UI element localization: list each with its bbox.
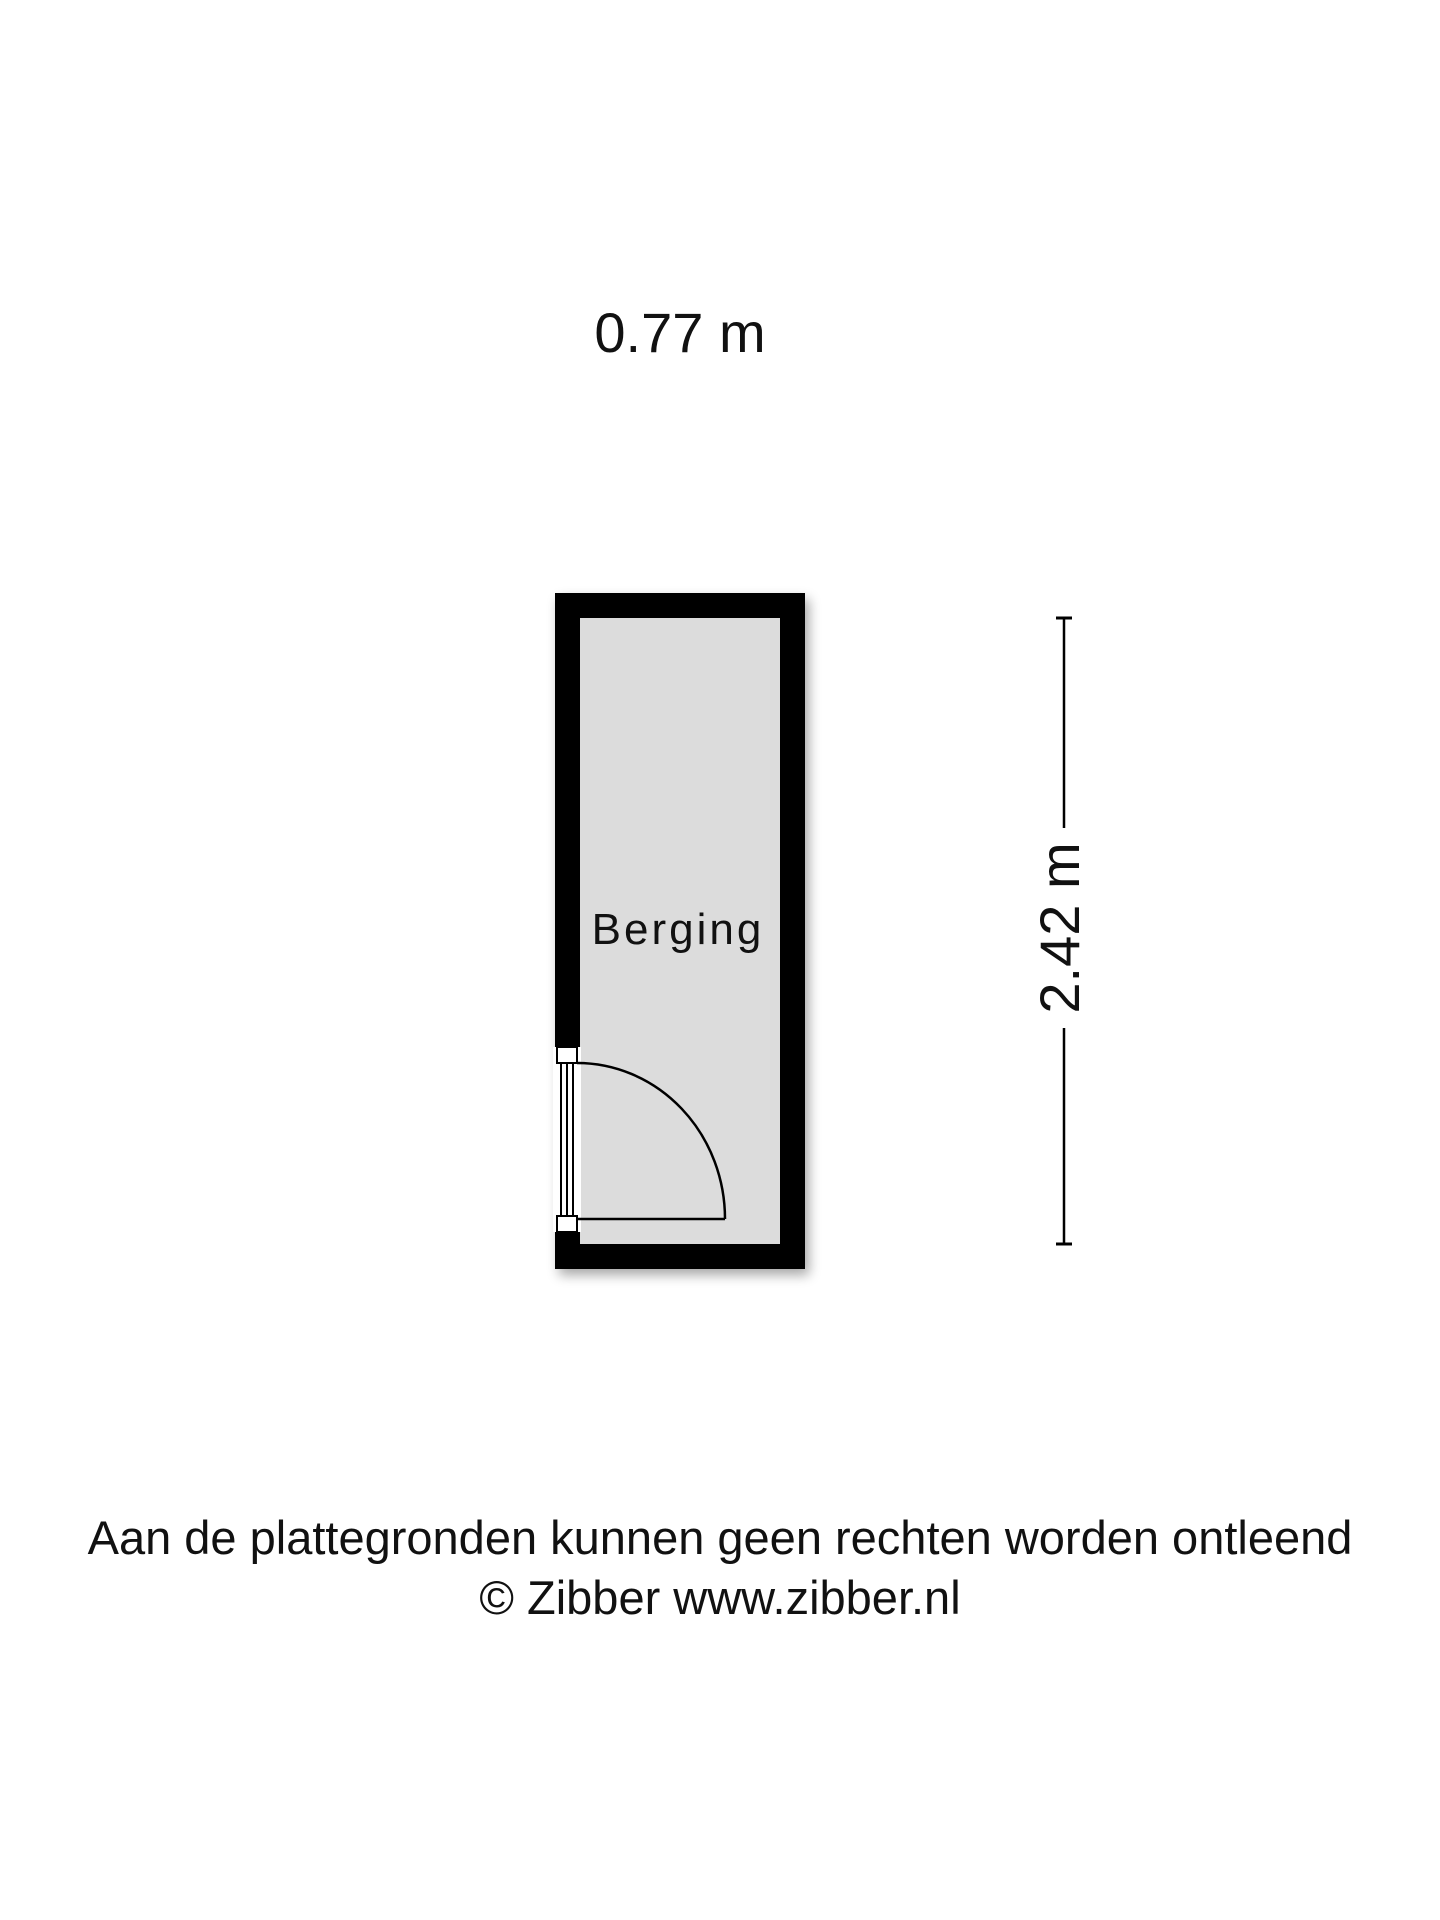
- disclaimer-text: Aan de plattegronden kunnen geen rechten worden ontleend: [87, 1511, 1353, 1564]
- width-dimension-label: 0.77 m: [594, 301, 766, 364]
- door-frame-bottom: [557, 1216, 577, 1232]
- height-dimension-label: 2.42 m: [1028, 828, 1092, 1028]
- room-label: Berging: [591, 905, 765, 954]
- door-frame-top: [557, 1047, 577, 1063]
- copyright-text: © Zibber www.zibber.nl: [479, 1571, 961, 1624]
